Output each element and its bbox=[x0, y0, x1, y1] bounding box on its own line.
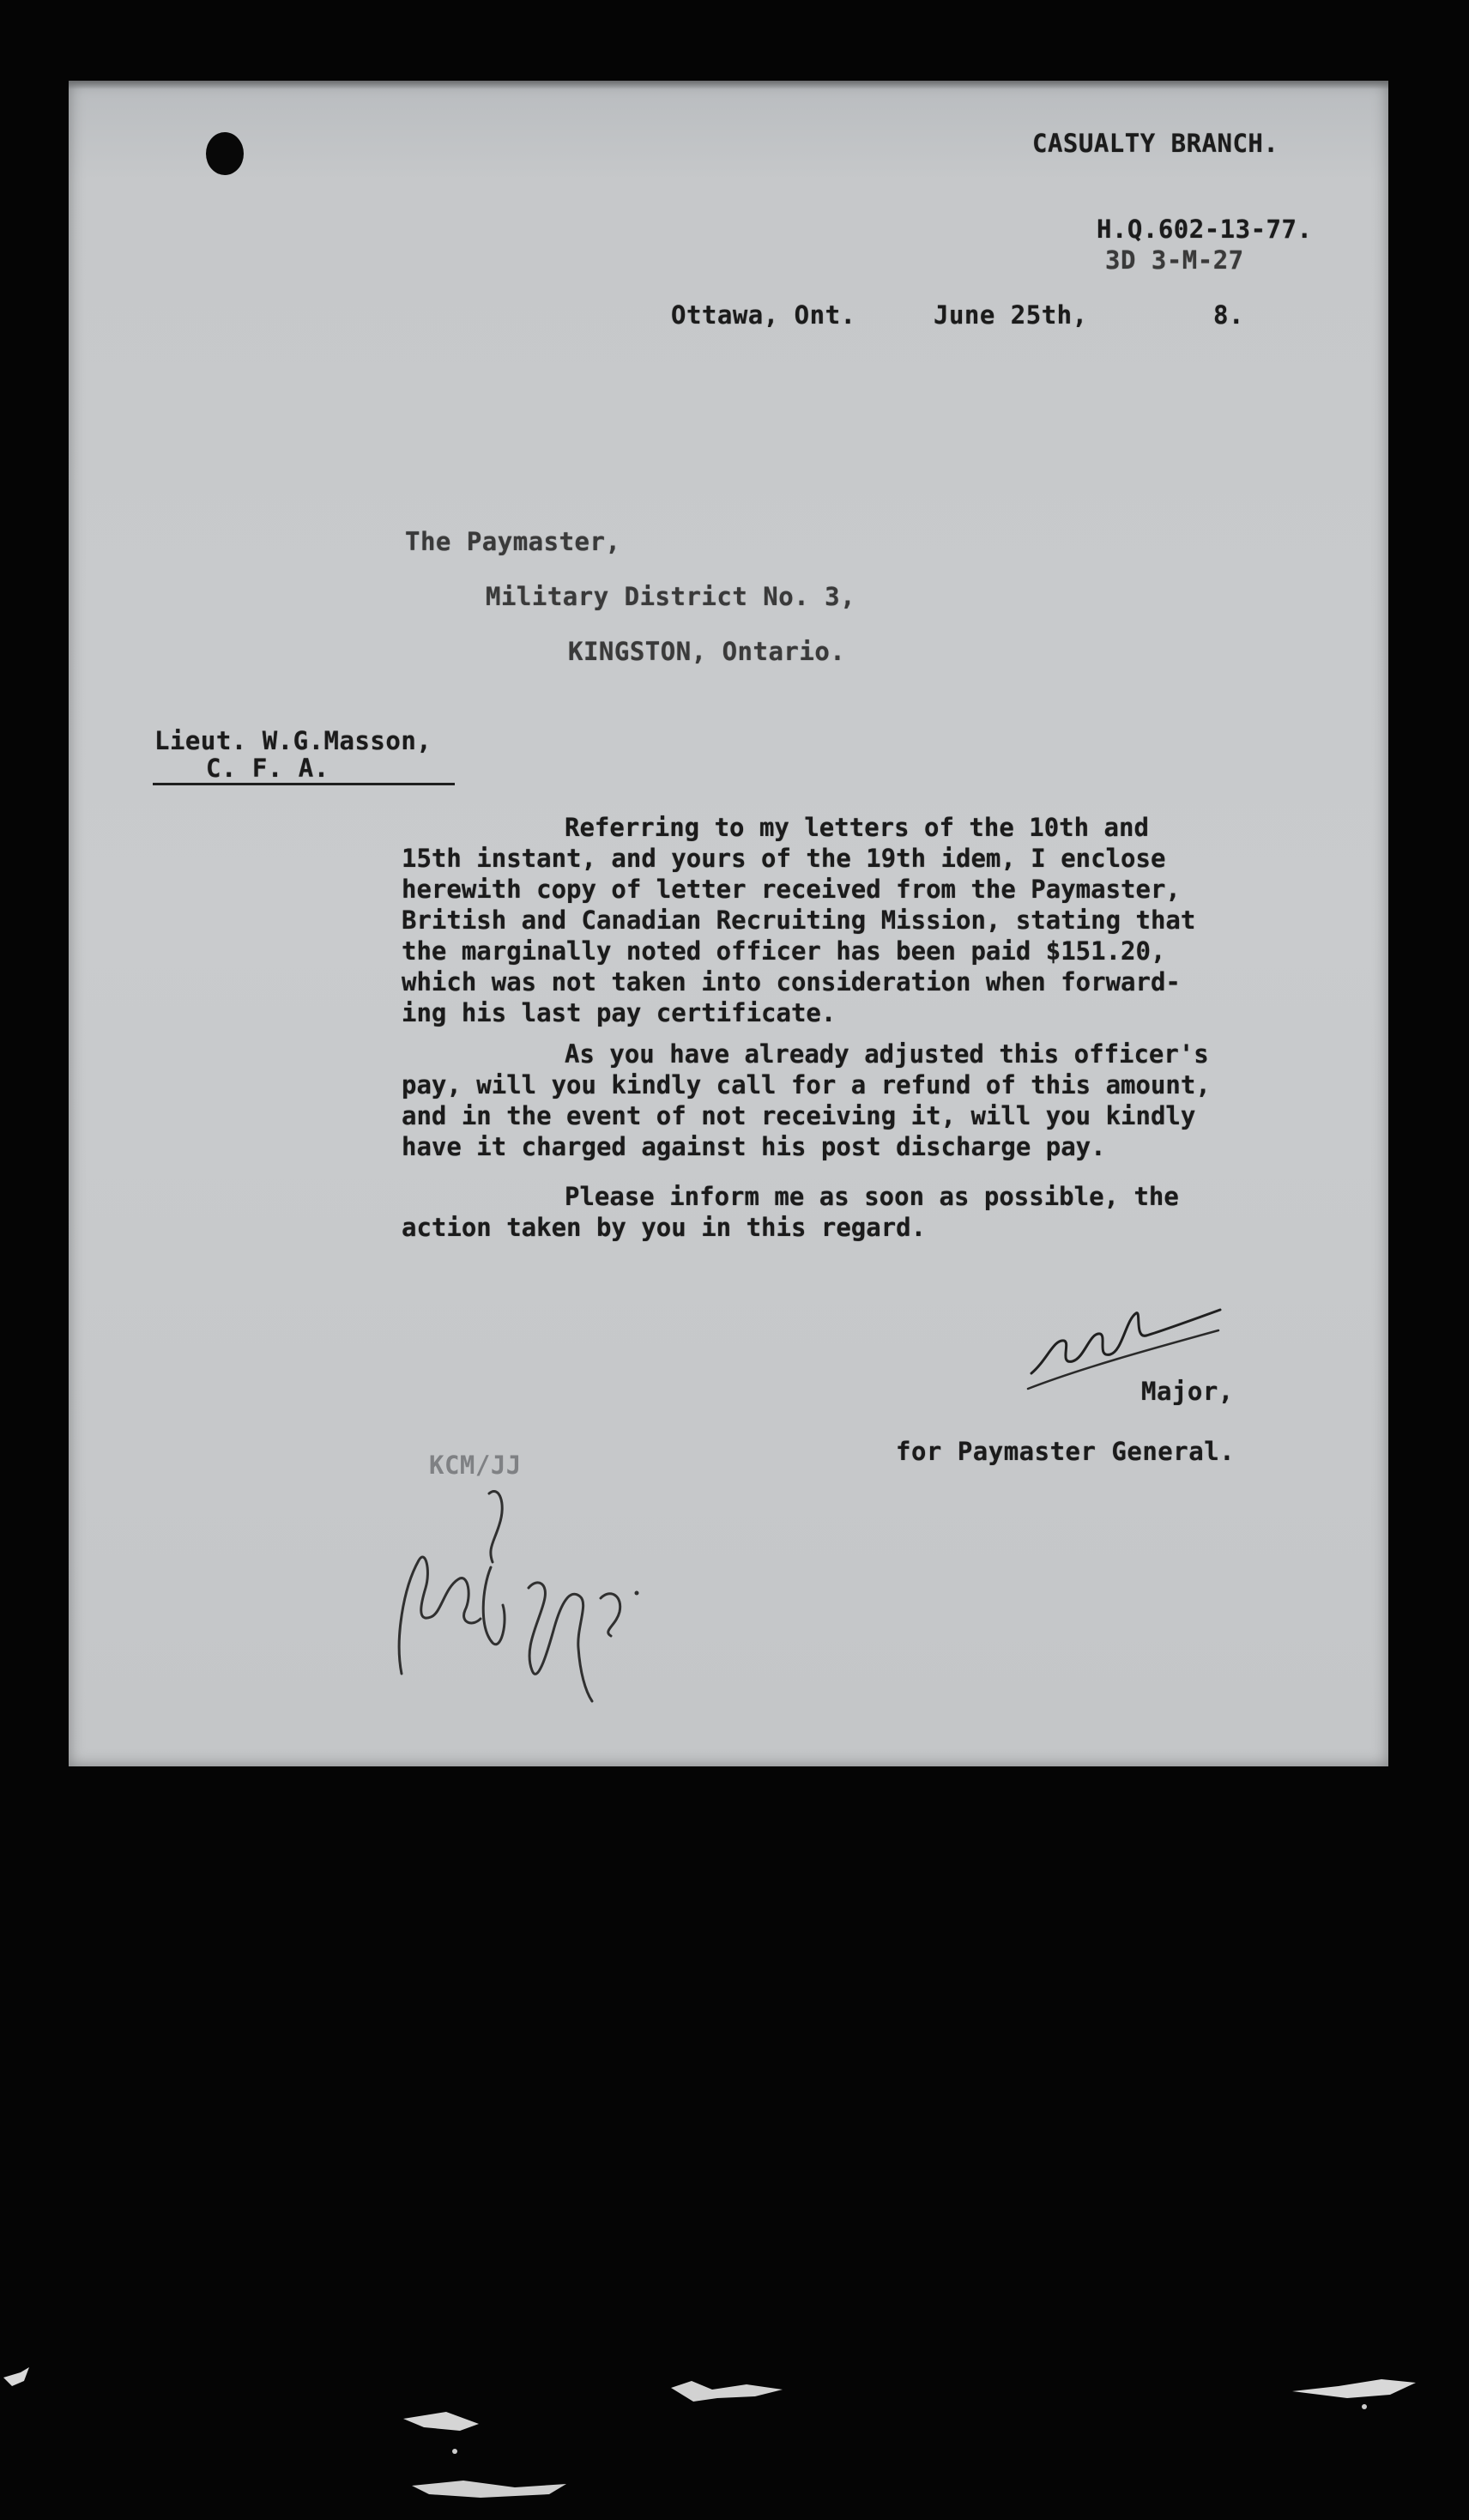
paragraph-line: action taken by you in this regard. bbox=[402, 1213, 927, 1242]
paragraph-line: As you have already adjusted this officer's bbox=[565, 1039, 1209, 1069]
paragraph-line: Please inform me as soon as possible, the bbox=[565, 1182, 1179, 1211]
paragraph-line: have it charged against his post discharge pay. bbox=[402, 1132, 1106, 1161]
addressee-line-3: KINGSTON, Ontario. bbox=[568, 637, 846, 666]
paragraph-line: which was not taken into consideration when forward- bbox=[402, 967, 1181, 996]
paragraph-1 bbox=[402, 812, 1303, 1028]
paragraph-line: the marginally noted officer has been paid $151.20, bbox=[402, 936, 1166, 966]
paragraph-line: Referring to my letters of the 10th and bbox=[565, 813, 1149, 842]
subject-name: Lieut. W.G.Masson, bbox=[154, 726, 432, 755]
paragraph-line: pay, will you kindly call for a refund of this amount, bbox=[402, 1070, 1211, 1099]
scan-artifacts bbox=[0, 2317, 1469, 2520]
addressee-line-1: The Paymaster, bbox=[405, 527, 621, 556]
handwritten-annotation bbox=[386, 1459, 661, 1717]
typist-initials: KCM/JJ bbox=[429, 1451, 522, 1480]
paragraph-2 bbox=[402, 1039, 1303, 1162]
branch-header: CASUALTY BRANCH. bbox=[1032, 129, 1279, 158]
paragraph-line: and in the event of not receiving it, will you kindly bbox=[402, 1101, 1196, 1130]
date-line: June 25th, bbox=[934, 300, 1088, 330]
paragraph-line: British and Canadian Recruiting Mission, stating that bbox=[402, 906, 1196, 935]
date-year: 8. bbox=[1213, 300, 1244, 330]
paragraph-line: ing his last pay certificate. bbox=[402, 998, 837, 1027]
addressee-line-2: Military District No. 3, bbox=[486, 582, 856, 611]
paragraph-3 bbox=[402, 1181, 1303, 1243]
paragraph-line: herewith copy of letter received from the Paymaster, bbox=[402, 875, 1181, 904]
file-reference: H.Q.602-13-77. bbox=[1097, 215, 1313, 244]
signer-rank: Major, bbox=[1141, 1377, 1234, 1406]
paragraph-line: 15th instant, and yours of the 19th idem, I enclose bbox=[402, 844, 1166, 873]
place-line: Ottawa, Ont. bbox=[671, 300, 856, 330]
signoff-line: for Paymaster General. bbox=[896, 1437, 1236, 1466]
paper-top-shadow bbox=[69, 81, 1388, 89]
file-reference-secondary: 3D 3-M-27 bbox=[1105, 245, 1244, 275]
punch-hole bbox=[206, 132, 244, 175]
subject-unit: C. F. A. bbox=[206, 754, 329, 783]
subject-underline bbox=[153, 783, 455, 785]
